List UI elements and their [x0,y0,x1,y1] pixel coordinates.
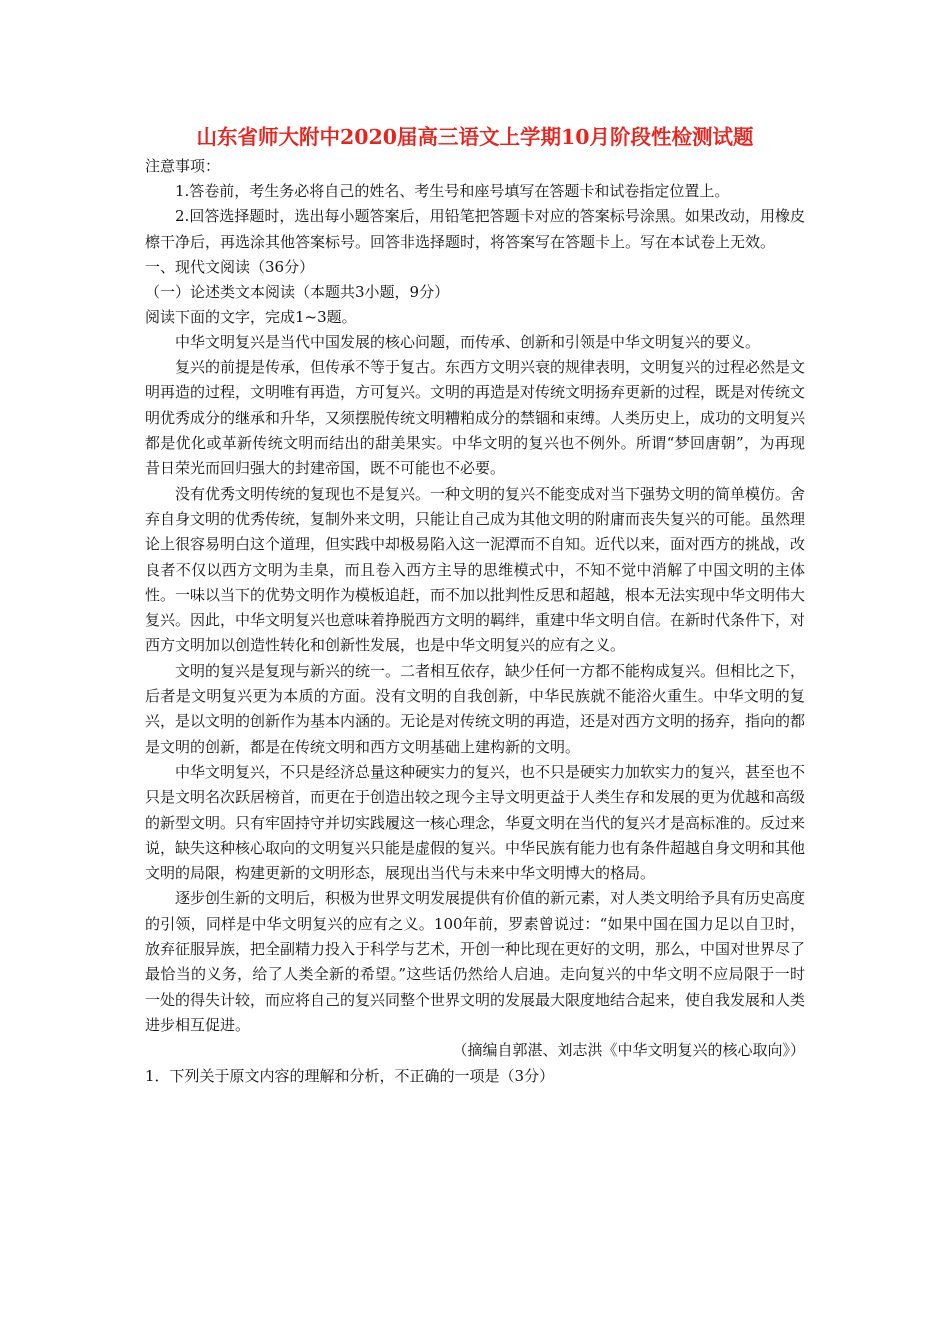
passage-paragraph-4: 文明的复兴是复现与新兴的统一。二者相互依存，缺少任何一方都不能构成复兴。但相比之下，后者是文明复兴更为本质的方面。没有文明的自我创新，中华民族就不能浴火重生。中华文明的复兴，是以文明的创新作为基本内涵的。无论是对传统文明的再造，还是对西方文明的扬弃，指向的都是文明的创新，都是在传统文明和西方文明基础上建构新的文明。 [145,661,806,756]
exam-page [145,120,805,1089]
section-title: 一、现代文阅读（36分） [145,257,315,276]
passage-paragraph-2: 复兴的前提是传承，但传承不等于复古。东西方文明兴衰的规律表明，文明复兴的过程必然是文明再造的过程，文明唯有再造，方可复兴。文明的再造是对传统文明扬弃更新的过程，既是对传统文明优秀成分的继承和升华，又须摆脱传统文明糟粕成分的禁锢和束缚。人类历史上，成功的文明复兴都是优化或革新传统文明而结出的甜美果实。中华文明的复兴也不例外。所谓“梦回唐朝”，为再现昔日荣光而回归强大的封建帝国，既不可能也不必要。 [145,358,806,478]
question-1: 1．下列关于原文内容的理解和分析，不正确的一项是（3分） [145,1066,555,1085]
notice-item-2: 2.回答选择题时，选出每小题答案后，用铅笔把答题卡对应的答案标号涂黑。如果改动，用橡皮檫干净后，再选涂其他答案标号。回答非选择题时，将答案写在答题卡上。写在本试卷上无效。 [145,207,805,251]
reading-instruction: 阅读下面的文字，完成1~3题。 [145,307,357,326]
section-subtitle: （一）论述类文本阅读（本题共3小题，9分） [145,282,450,301]
notice-heading: 注意事项： [145,157,221,175]
notice-item-1: 1.答卷前，考生务必将自己的姓名、考生号和座号填写在答题卡和试卷指定位置上。 [175,182,730,200]
passage-paragraph-6: 逐步创生新的文明后，积极为世界文明发展提供有价值的新元素，对人类文明给予具有历史高度的引领，同样是中华文明复兴的应有之义。100年前，罗素曾说过：“如果中国在国力足以自卫时，放弃征服异族，把全副精力投入于科学与艺术，开创一种比现在更好的文明，那么，中国对世界尽了最恰当的义务，给了人类全新的希望。”这些话仍然给人启迪。走向复兴的中华文明不应局限于一时一处的得失计较，而应将自己的复兴同整个世界文明的发展最大限度地结合起来，使自我发展和人类进步相互促进。 [145,889,806,1034]
passage-paragraph-3: 没有优秀文明传统的复现也不是复兴。一种文明的复兴不能变成对当下强势文明的简单模仿。舍弃自身文明的优秀传统，复制外来文明，只能让自己成为其他文明的附庸而丧失复兴的可能。虽然理论上很容易明白这个道理，但实践中却极易陷入这一泥潭而不自知。近代以来，面对西方的挑战，改良者不仅以西方文明为圭臬，而且卷入西方主导的思维模式中，不知不觉中消解了中国文明的主体性。一味以当下的优势文明作为模板追赶，而不加以批判性反思和超越，根本无法实现中华文明伟大复兴。因此，中华文明复兴也意味着挣脱西方文明的羁绊，重建中华文明自信。在新时代条件下，对西方文明加以创造性转化和创新性发展，也是中华文明复兴的应有之义。 [145,484,806,655]
exam-title: 山东省师大附中2020届高三语文上学期10月阶段性检测试题 [196,125,754,149]
passage-source: （摘编自郭湛、刘志洪《中华文明复兴的核心取向》） [452,1041,805,1060]
passage-paragraph-1: 中华文明复兴是当代中国发展的核心问题，而传承、创新和引领是中华文明复兴的要义。 [175,332,761,351]
passage-paragraph-5: 中华文明复兴，不只是经济总量这种硬实力的复兴，也不只是硬实力加软实力的复兴，甚至也不只是文明名次跃居榜首，而更在于创造出较之现今主导文明更益于人类生存和发展的更为优越和高级的新型文明。只有牢固持守并切实践履这一核心理念，华夏文明在当代的复兴才是高标准的。反过来说，缺失这种核心取向的文明复兴只能是虚假的复兴。中华民族有能力也有条件超越自身文明和其他文明的局限，构建更新的文明形态，展现出当代与未来中华文明博大的格局。 [145,762,806,883]
